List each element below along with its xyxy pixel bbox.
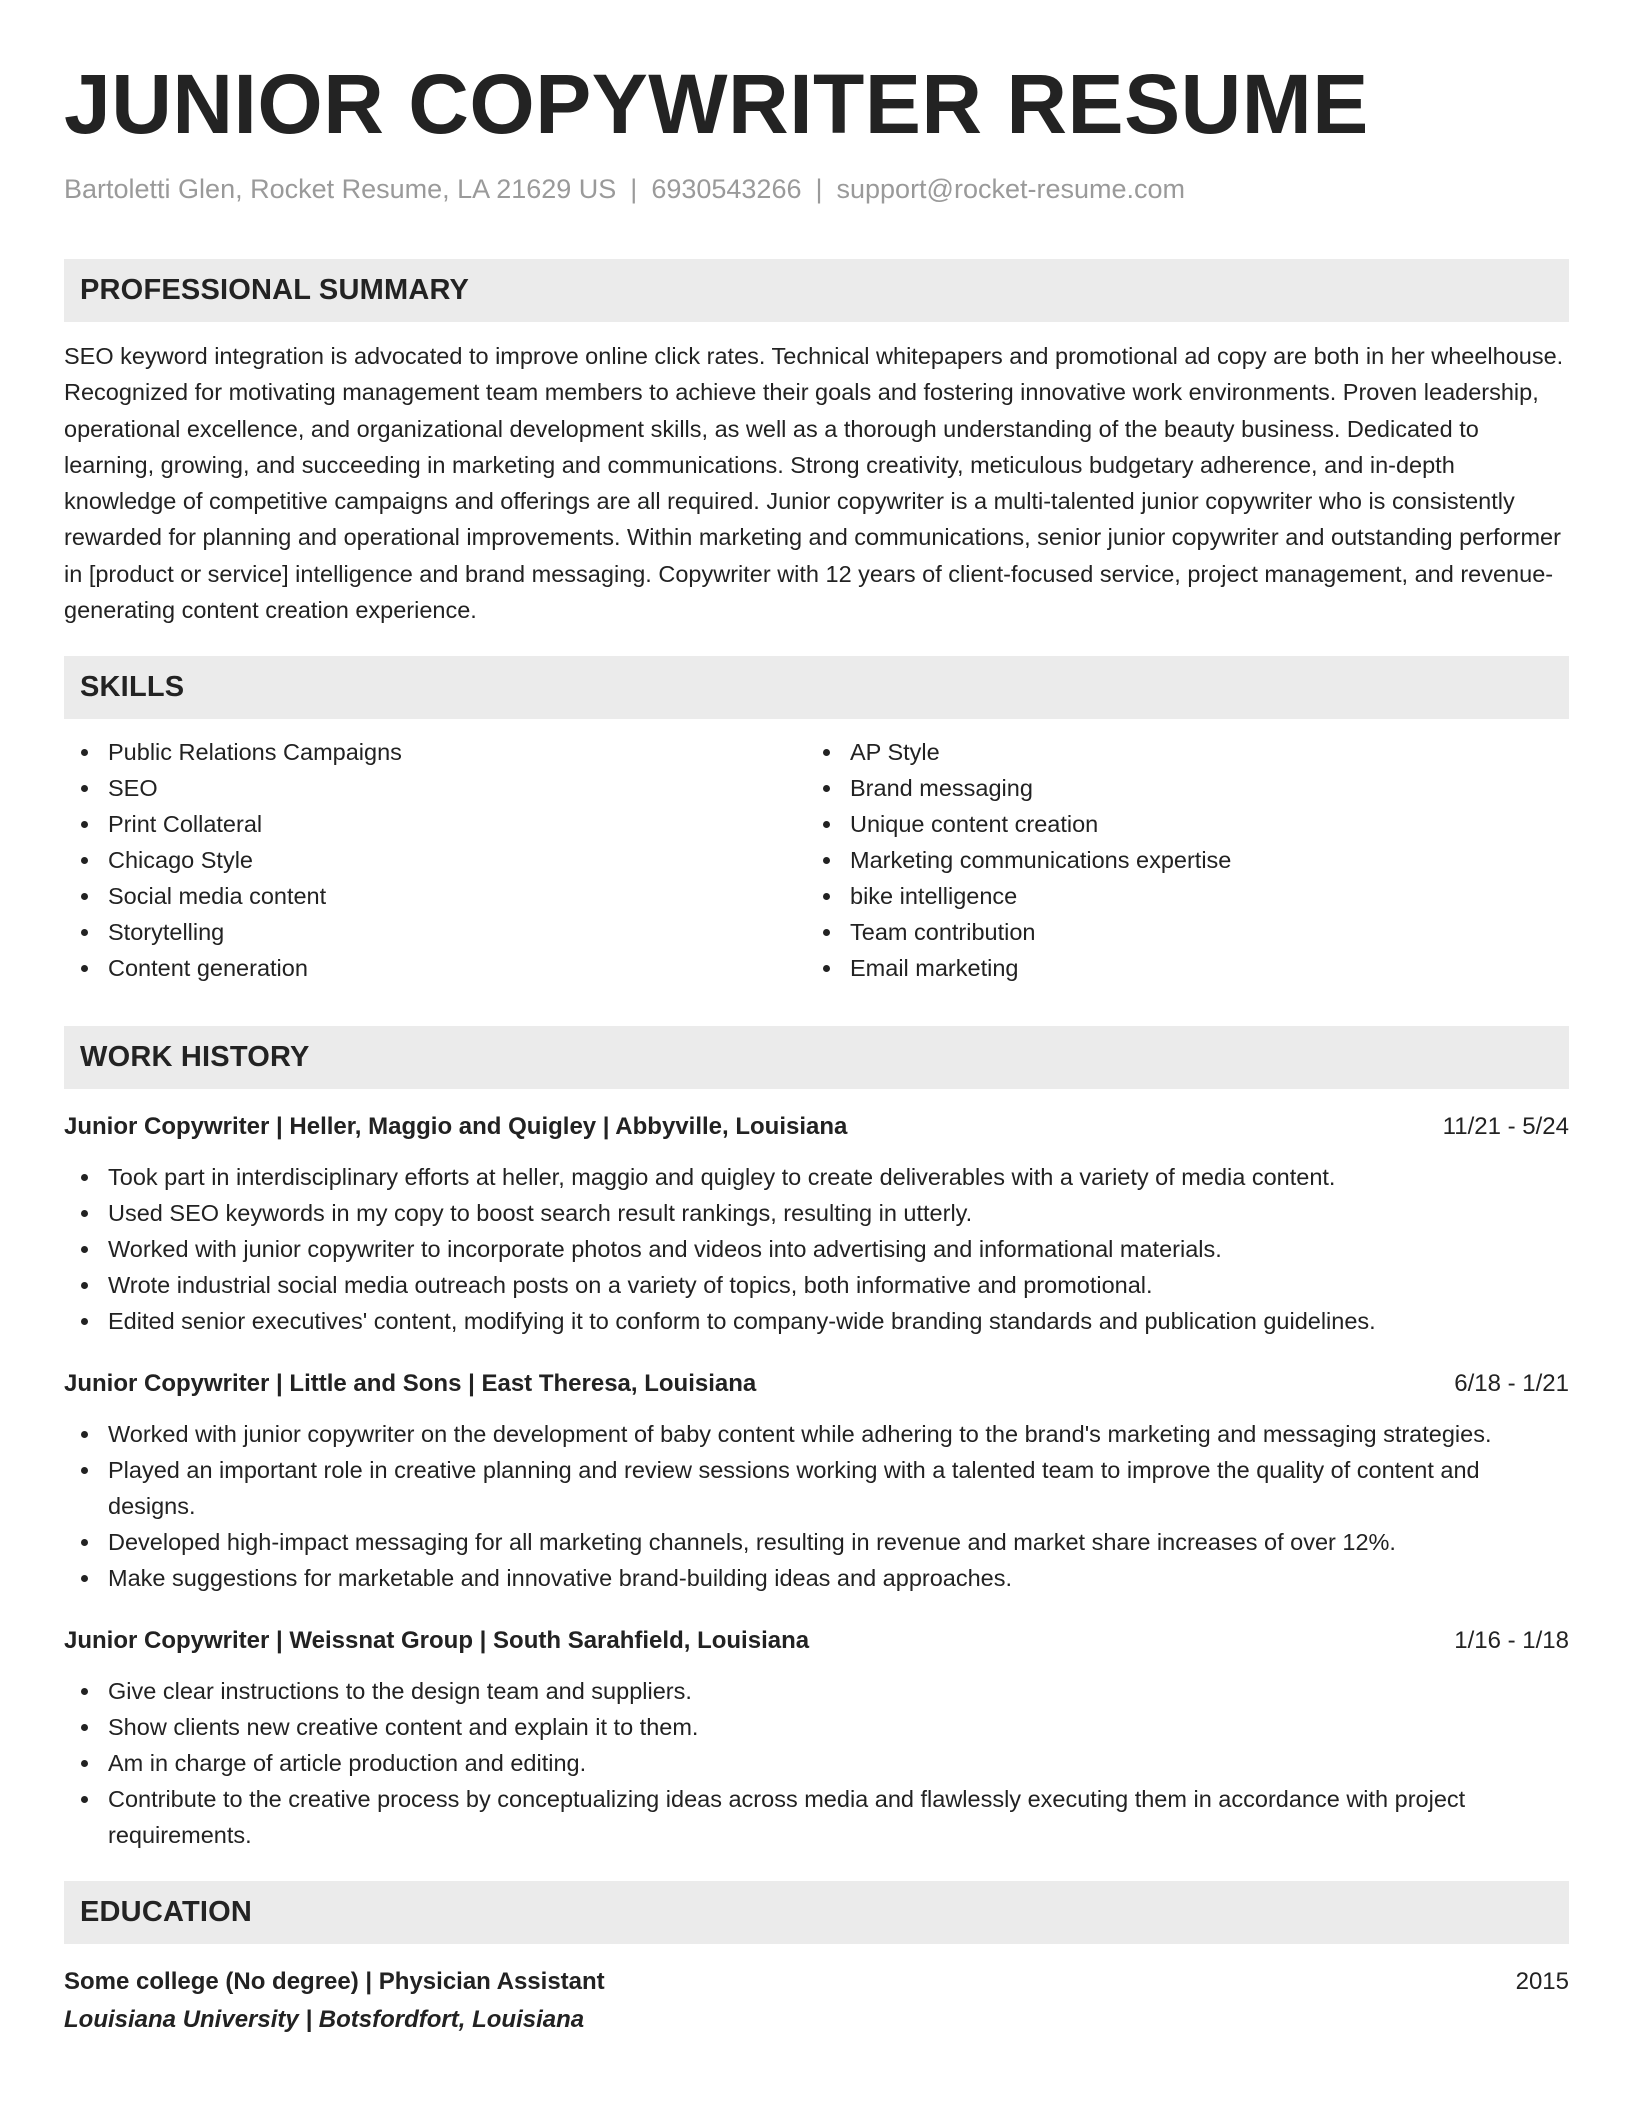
skill-item: Team contribution <box>806 914 1548 950</box>
job-bullet: Show clients new creative content and explain it to them. <box>64 1709 1569 1745</box>
education-school: Louisiana University | Botsfordfort, Louisiana <box>64 2006 585 2034</box>
job-bullets <box>64 1159 1569 1339</box>
job-bullet: Make suggestions for marketable and innovative brand-building ideas and approaches. <box>64 1560 1569 1596</box>
skill-item: Storytelling <box>64 914 806 950</box>
skill-item: Public Relations Campaigns <box>64 734 806 770</box>
contact-separator: | <box>815 174 823 204</box>
section-header-skills: SKILLS <box>64 656 1569 719</box>
education-year: 2015 <box>1515 1968 1569 1996</box>
section-header-education: EDUCATION <box>64 1881 1569 1944</box>
job-bullet: Give clear instructions to the design team and suppliers. <box>64 1673 1569 1709</box>
job-bullet: Played an important role in creative planning and review sessions working with a talented team to improve the quality of content and designs. <box>64 1452 1569 1524</box>
job-entry <box>64 1368 1569 1596</box>
job-bullets <box>64 1673 1569 1853</box>
job-bullet: Used SEO keywords in my copy to boost search result rankings, resulting in utterly. <box>64 1195 1569 1231</box>
contact-address: Bartoletti Glen, Rocket Resume, LA 21629 US <box>64 174 617 204</box>
education-entry <box>64 1966 1569 2036</box>
job-bullet: Developed high-impact messaging for all marketing channels, resulting in revenue and market share increases of over 12%. <box>64 1524 1569 1560</box>
job-entry <box>64 1111 1569 1339</box>
skill-item: Brand messaging <box>806 770 1548 806</box>
skill-item: Social media content <box>64 878 806 914</box>
skills-column-left <box>64 734 806 986</box>
job-bullet: Contribute to the creative process by conceptualizing ideas across media and flawlessly executing them in accordance with project requirements. <box>64 1781 1569 1853</box>
job-header <box>64 1368 1569 1400</box>
skill-item: AP Style <box>806 734 1548 770</box>
skill-item: bike intelligence <box>806 878 1548 914</box>
job-bullet: Worked with junior copywriter to incorporate photos and videos into advertising and informational materials. <box>64 1231 1569 1267</box>
job-title: Junior Copywriter | Little and Sons | East Theresa, Louisiana <box>64 1370 757 1398</box>
contact-email: support@rocket-resume.com <box>836 174 1186 204</box>
job-dates: 1/16 - 1/18 <box>1454 1627 1569 1655</box>
section-header-work-history: WORK HISTORY <box>64 1026 1569 1089</box>
education-degree: Some college (No degree) | Physician Assistant <box>64 1968 605 1996</box>
job-header <box>64 1111 1569 1143</box>
section-header-summary: PROFESSIONAL SUMMARY <box>64 259 1569 322</box>
skills-column-right <box>806 734 1548 986</box>
summary-text: SEO keyword integration is advocated to improve online click rates. Technical whitepapers and promotional ad copy are both in her wheelhouse. Recognized for motivating management team members to achieve their goals and fostering innovative work environments. Proven leadership, operational excellence, and organizational development skills, as well as a thorough understanding of the beauty business. Dedicated to learning, growing, and succeeding in marketing and communications. Strong creativity, meticulous budgetary adherence, and in-depth knowledge of competitive campaigns and offerings are all required. Junior copywriter is a multi-talented junior copywriter who is consistently rewarded for planning and operational improvements. Within marketing and communications, senior junior copywriter and outstanding performer in [product or service] intelligence and brand messaging. Copywriter with 12 years of client-focused service, project management, and revenue-generating content creation experience. <box>64 343 1564 624</box>
skill-item: Print Collateral <box>64 806 806 842</box>
skill-item: Content generation <box>64 950 806 986</box>
contact-phone: 6930543266 <box>651 174 802 204</box>
job-dates: 6/18 - 1/21 <box>1454 1370 1569 1398</box>
skill-item: Chicago Style <box>64 842 806 878</box>
job-bullets <box>64 1416 1569 1596</box>
job-bullet: Edited senior executives' content, modifying it to conform to company-wide branding standards and publication guidelines. <box>64 1303 1569 1339</box>
job-bullet: Took part in interdisciplinary efforts at heller, maggio and quigley to create deliverables with a variety of media content. <box>64 1159 1569 1195</box>
resume-title: JUNIOR COPYWRITER RESUME <box>64 57 1369 151</box>
skill-item: Unique content creation <box>806 806 1548 842</box>
job-title: Junior Copywriter | Heller, Maggio and Quigley | Abbyville, Louisiana <box>64 1113 848 1141</box>
job-title: Junior Copywriter | Weissnat Group | South Sarahfield, Louisiana <box>64 1627 810 1655</box>
skill-item: Marketing communications expertise <box>806 842 1548 878</box>
contact-separator: | <box>630 174 638 204</box>
contact-line <box>64 172 1569 206</box>
skills-grid <box>64 734 1569 986</box>
job-bullet: Worked with junior copywriter on the development of baby content while adhering to the brand's marketing and messaging strategies. <box>64 1416 1569 1452</box>
skill-item: Email marketing <box>806 950 1548 986</box>
job-entry <box>64 1625 1569 1853</box>
job-bullet: Wrote industrial social media outreach posts on a variety of topics, both informative and promotional. <box>64 1267 1569 1303</box>
job-bullet: Am in charge of article production and editing. <box>64 1745 1569 1781</box>
job-header <box>64 1625 1569 1657</box>
skill-item: SEO <box>64 770 806 806</box>
education-header <box>64 1966 1569 1998</box>
job-dates: 11/21 - 5/24 <box>1442 1113 1569 1141</box>
